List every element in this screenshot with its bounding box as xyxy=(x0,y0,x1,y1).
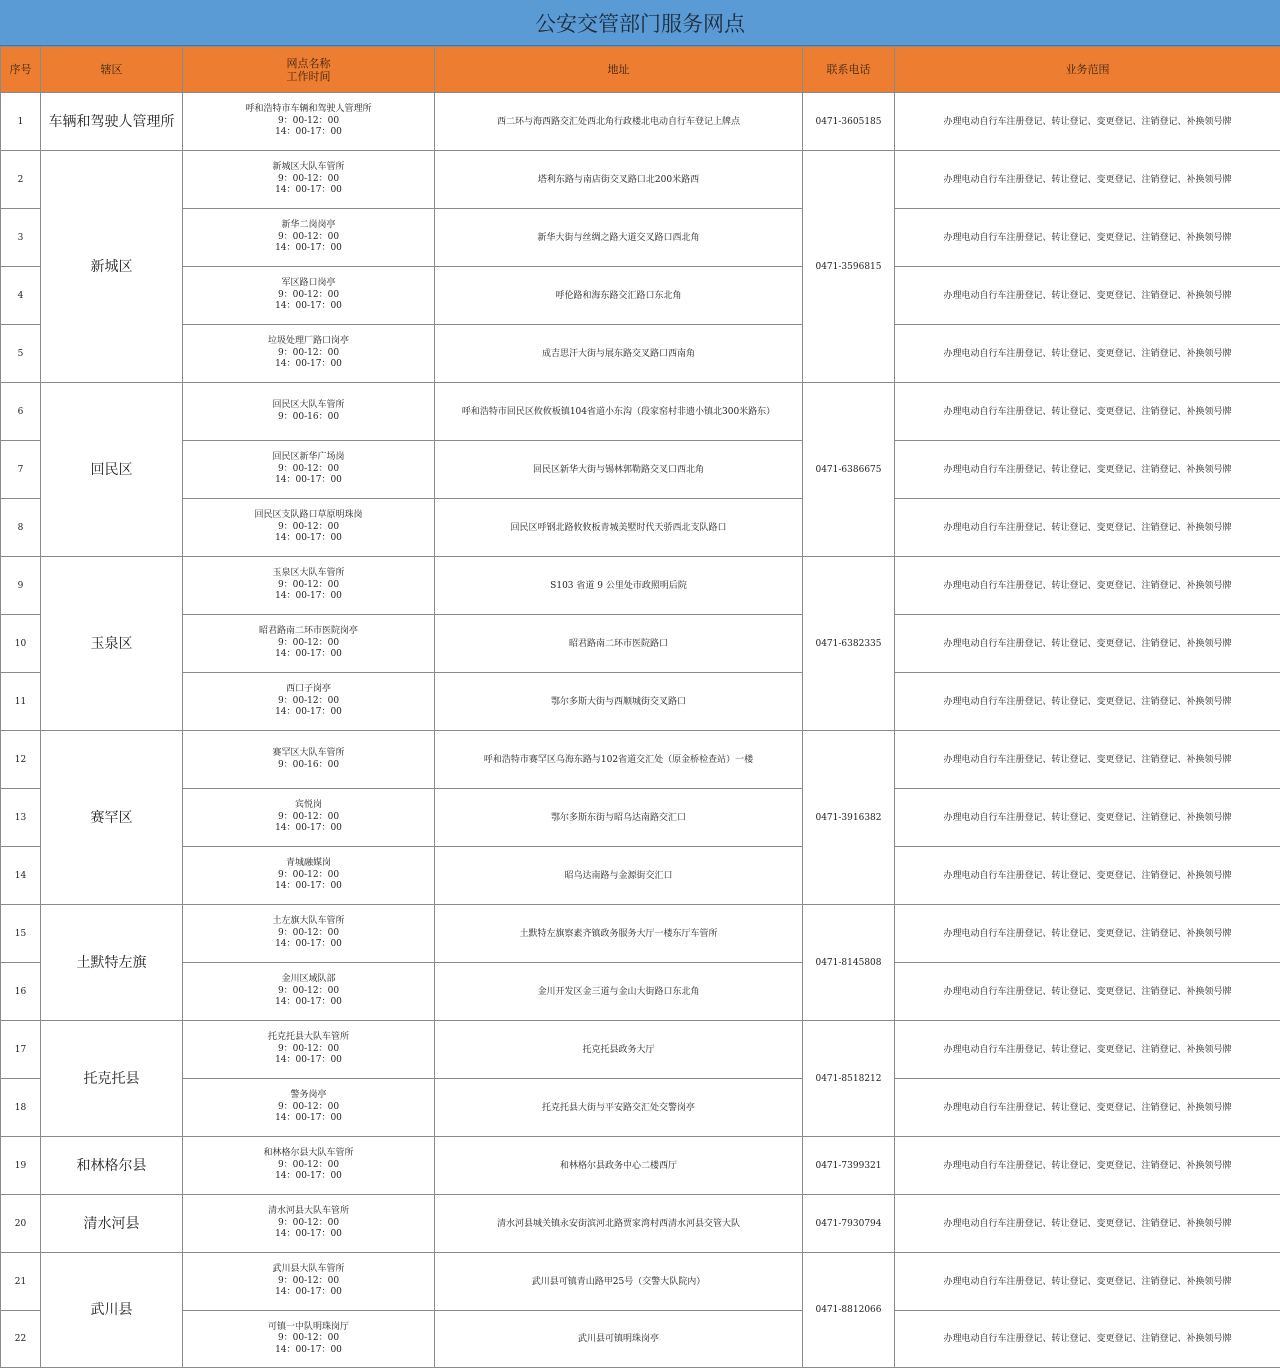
service-point-cell: 武川县大队车管所 9：00-12：00 14：00-17：00 xyxy=(183,1253,435,1311)
service-point-cell: 昭君路南二环市医院岗亭 9：00-12：00 14：00-17：00 xyxy=(183,615,435,673)
service-point-cell: 新城区大队车管所 9：00-12：00 14：00-17：00 xyxy=(183,151,435,209)
service-point-cell: 赛罕区大队车管所 9：00-16：00 xyxy=(183,731,435,789)
district-cell: 武川县 xyxy=(41,1253,183,1368)
header-district: 辖区 xyxy=(41,47,183,93)
address-cell: 托克托县政务大厅 xyxy=(435,1021,803,1079)
address-cell: 和林格尔县政务中心二楼西厅 xyxy=(435,1137,803,1195)
row-number: 22 xyxy=(1,1311,41,1368)
phone-cell: 0471-6386675 xyxy=(803,383,895,557)
row-number: 6 xyxy=(1,383,41,441)
table-row xyxy=(1,1079,1280,1137)
address-cell: 成吉思汗大街与展东路交叉路口西南角 xyxy=(435,325,803,383)
business-scope-cell: 办理电动自行车注册登记、转让登记、变更登记、注销登记、补换领号牌 xyxy=(895,1137,1280,1195)
table-row xyxy=(1,1137,1280,1195)
business-scope-cell: 办理电动自行车注册登记、转让登记、变更登记、注销登记、补换领号牌 xyxy=(895,499,1280,557)
service-point-cell: 回民区大队车管所 9：00-16：00 xyxy=(183,383,435,441)
row-number: 12 xyxy=(1,731,41,789)
business-scope-cell: 办理电动自行车注册登记、转让登记、变更登记、注销登记、补换领号牌 xyxy=(895,615,1280,673)
service-point-cell: 警务岗亭 9：00-12：00 14：00-17：00 xyxy=(183,1079,435,1137)
district-cell: 和林格尔县 xyxy=(41,1137,183,1195)
header-address: 地址 xyxy=(435,47,803,93)
business-scope-cell: 办理电动自行车注册登记、转让登记、变更登记、注销登记、补换领号牌 xyxy=(895,1253,1280,1311)
district-cell: 玉泉区 xyxy=(41,557,183,731)
service-point-cell: 军区路口岗亭 9：00-12：00 14：00-17：00 xyxy=(183,267,435,325)
address-cell: S103 省道 9 公里处市政照明后院 xyxy=(435,557,803,615)
business-scope-cell: 办理电动自行车注册登记、转让登记、变更登记、注销登记、补换领号牌 xyxy=(895,93,1280,151)
address-cell: 新华大街与丝绸之路大道交叉路口西北角 xyxy=(435,209,803,267)
service-point-cell: 宾悦岗 9：00-12：00 14：00-17：00 xyxy=(183,789,435,847)
table-row xyxy=(1,151,1280,209)
address-cell: 清水河县城关镇永安街滨河北路贾家湾村西清水河县交管大队 xyxy=(435,1195,803,1253)
district-cell: 车辆和驾驶人管理所 xyxy=(41,93,183,151)
address-cell: 昭乌达南路与金源街交汇口 xyxy=(435,847,803,905)
row-number: 11 xyxy=(1,673,41,731)
row-number: 13 xyxy=(1,789,41,847)
table-row xyxy=(1,1021,1280,1079)
business-scope-cell: 办理电动自行车注册登记、转让登记、变更登记、注销登记、补换领号牌 xyxy=(895,1195,1280,1253)
header-point: 网点名称 工作时间 xyxy=(183,47,435,93)
address-cell: 鄂尔多斯大街与西顺城街交叉路口 xyxy=(435,673,803,731)
table-row xyxy=(1,383,1280,441)
business-scope-cell: 办理电动自行车注册登记、转让登记、变更登记、注销登记、补换领号牌 xyxy=(895,209,1280,267)
business-scope-cell: 办理电动自行车注册登记、转让登记、变更登记、注销登记、补换领号牌 xyxy=(895,1021,1280,1079)
address-cell: 武川县可镇青山路甲25号（交警大队院内） xyxy=(435,1253,803,1311)
row-number: 3 xyxy=(1,209,41,267)
service-point-cell: 青城融媒岗 9：00-12：00 14：00-17：00 xyxy=(183,847,435,905)
row-number: 9 xyxy=(1,557,41,615)
business-scope-cell: 办理电动自行车注册登记、转让登记、变更登记、注销登记、补换领号牌 xyxy=(895,557,1280,615)
table-row xyxy=(1,1253,1280,1311)
phone-cell: 0471-7399321 xyxy=(803,1137,895,1195)
page-title: 公安交管部门服务网点 xyxy=(0,0,1280,46)
phone-cell: 0471-3605185 xyxy=(803,93,895,151)
row-number: 21 xyxy=(1,1253,41,1311)
table-row xyxy=(1,209,1280,267)
district-cell: 回民区 xyxy=(41,383,183,557)
address-cell: 托克托县大街与平安路交汇处交警岗亭 xyxy=(435,1079,803,1137)
business-scope-cell: 办理电动自行车注册登记、转让登记、变更登记、注销登记、补换领号牌 xyxy=(895,789,1280,847)
phone-cell: 0471-7930794 xyxy=(803,1195,895,1253)
service-point-cell: 玉泉区大队车管所 9：00-12：00 14：00-17：00 xyxy=(183,557,435,615)
business-scope-cell: 办理电动自行车注册登记、转让登记、变更登记、注销登记、补换领号牌 xyxy=(895,325,1280,383)
service-point-cell: 金川区域队部 9：00-12：00 14：00-17：00 xyxy=(183,963,435,1021)
address-cell: 金川开发区金三道与金山大街路口东北角 xyxy=(435,963,803,1021)
district-cell: 新城区 xyxy=(41,151,183,383)
phone-cell: 0471-3916382 xyxy=(803,731,895,905)
address-cell: 昭君路南二环市医院路口 xyxy=(435,615,803,673)
service-point-cell: 回民区支队路口草原明珠岗 9：00-12：00 14：00-17：00 xyxy=(183,499,435,557)
service-points-table xyxy=(0,46,1280,1368)
business-scope-cell: 办理电动自行车注册登记、转让登记、变更登记、注销登记、补换领号牌 xyxy=(895,731,1280,789)
phone-cell: 0471-8145808 xyxy=(803,905,895,1021)
table-row xyxy=(1,789,1280,847)
row-number: 10 xyxy=(1,615,41,673)
row-number: 15 xyxy=(1,905,41,963)
business-scope-cell: 办理电动自行车注册登记、转让登记、变更登记、注销登记、补换领号牌 xyxy=(895,383,1280,441)
service-point-cell: 可镇一中队明珠岗厅 9：00-12：00 14：00-17：00 xyxy=(183,1311,435,1368)
table-row xyxy=(1,731,1280,789)
address-cell: 呼和浩特市回民区攸攸板镇104省道小东沟（段家窑村非遗小镇北300米路东） xyxy=(435,383,803,441)
service-point-cell: 托克托县大队车管所 9：00-12：00 14：00-17：00 xyxy=(183,1021,435,1079)
business-scope-cell: 办理电动自行车注册登记、转让登记、变更登记、注销登记、补换领号牌 xyxy=(895,151,1280,209)
business-scope-cell: 办理电动自行车注册登记、转让登记、变更登记、注销登记、补换领号牌 xyxy=(895,267,1280,325)
phone-cell: 0471-8812066 xyxy=(803,1253,895,1368)
address-cell: 土默特左旗察素齐镇政务服务大厅一楼东厅车管所 xyxy=(435,905,803,963)
service-point-cell: 西口子岗亭 9：00-12：00 14：00-17：00 xyxy=(183,673,435,731)
service-point-cell: 和林格尔县大队车管所 9：00-12：00 14：00-17：00 xyxy=(183,1137,435,1195)
row-number: 14 xyxy=(1,847,41,905)
phone-cell: 0471-6382335 xyxy=(803,557,895,731)
row-number: 7 xyxy=(1,441,41,499)
table-row xyxy=(1,905,1280,963)
header-phone: 联系电话 xyxy=(803,47,895,93)
address-cell: 回民区呼钢北路攸攸板青城美墅时代天骄西北支队路口 xyxy=(435,499,803,557)
row-number: 18 xyxy=(1,1079,41,1137)
row-number: 16 xyxy=(1,963,41,1021)
row-number: 2 xyxy=(1,151,41,209)
table-row xyxy=(1,1195,1280,1253)
business-scope-cell: 办理电动自行车注册登记、转让登记、变更登记、注销登记、补换领号牌 xyxy=(895,847,1280,905)
row-number: 20 xyxy=(1,1195,41,1253)
address-cell: 西二环与海西路交汇处西北角行政楼北电动自行车登记上牌点 xyxy=(435,93,803,151)
table-row xyxy=(1,267,1280,325)
address-cell: 鄂尔多斯东街与昭乌达南路交汇口 xyxy=(435,789,803,847)
row-number: 4 xyxy=(1,267,41,325)
phone-cell: 0471-3596815 xyxy=(803,151,895,383)
district-cell: 土默特左旗 xyxy=(41,905,183,1021)
business-scope-cell: 办理电动自行车注册登记、转让登记、变更登记、注销登记、补换领号牌 xyxy=(895,441,1280,499)
table-body xyxy=(1,93,1280,1368)
business-scope-cell: 办理电动自行车注册登记、转让登记、变更登记、注销登记、补换领号牌 xyxy=(895,1079,1280,1137)
table-header-row xyxy=(1,47,1280,93)
table-row xyxy=(1,499,1280,557)
header-scope: 业务范围 xyxy=(895,47,1280,93)
table-row xyxy=(1,441,1280,499)
row-number: 1 xyxy=(1,93,41,151)
row-number: 5 xyxy=(1,325,41,383)
district-cell: 清水河县 xyxy=(41,1195,183,1253)
service-point-cell: 垃圾处理厂路口岗亭 9：00-12：00 14：00-17：00 xyxy=(183,325,435,383)
business-scope-cell: 办理电动自行车注册登记、转让登记、变更登记、注销登记、补换领号牌 xyxy=(895,673,1280,731)
table-row xyxy=(1,1311,1280,1368)
phone-cell: 0471-8518212 xyxy=(803,1021,895,1137)
address-cell: 呼和浩特市赛罕区乌海东路与102省道交汇处（原金桥检查站）一楼 xyxy=(435,731,803,789)
address-cell: 回民区新华大街与锡林郭勒路交叉口西北角 xyxy=(435,441,803,499)
row-number: 19 xyxy=(1,1137,41,1195)
table-row xyxy=(1,557,1280,615)
service-point-cell: 土左旗大队车管所 9：00-12：00 14：00-17：00 xyxy=(183,905,435,963)
district-cell: 托克托县 xyxy=(41,1021,183,1137)
table-row xyxy=(1,673,1280,731)
header-no: 序号 xyxy=(1,47,41,93)
service-point-cell: 回民区新华广场岗 9：00-12：00 14：00-17：00 xyxy=(183,441,435,499)
service-point-cell: 清水河县大队车管所 9：00-12：00 14：00-17：00 xyxy=(183,1195,435,1253)
row-number: 17 xyxy=(1,1021,41,1079)
table-row xyxy=(1,615,1280,673)
table-row xyxy=(1,963,1280,1021)
address-cell: 塔利东路与南店街交叉路口北200米路西 xyxy=(435,151,803,209)
business-scope-cell: 办理电动自行车注册登记、转让登记、变更登记、注销登记、补换领号牌 xyxy=(895,963,1280,1021)
table-row xyxy=(1,847,1280,905)
service-point-cell: 新华二岗岗亭 9：00-12：00 14：00-17：00 xyxy=(183,209,435,267)
table-row xyxy=(1,93,1280,151)
address-cell: 呼伦路和海东路交汇路口东北角 xyxy=(435,267,803,325)
table-row xyxy=(1,325,1280,383)
address-cell: 武川县可镇明珠岗亭 xyxy=(435,1311,803,1368)
service-point-cell: 呼和浩特市车辆和驾驶人管理所 9：00-12：00 14：00-17：00 xyxy=(183,93,435,151)
business-scope-cell: 办理电动自行车注册登记、转让登记、变更登记、注销登记、补换领号牌 xyxy=(895,1311,1280,1368)
district-cell: 赛罕区 xyxy=(41,731,183,905)
business-scope-cell: 办理电动自行车注册登记、转让登记、变更登记、注销登记、补换领号牌 xyxy=(895,905,1280,963)
row-number: 8 xyxy=(1,499,41,557)
